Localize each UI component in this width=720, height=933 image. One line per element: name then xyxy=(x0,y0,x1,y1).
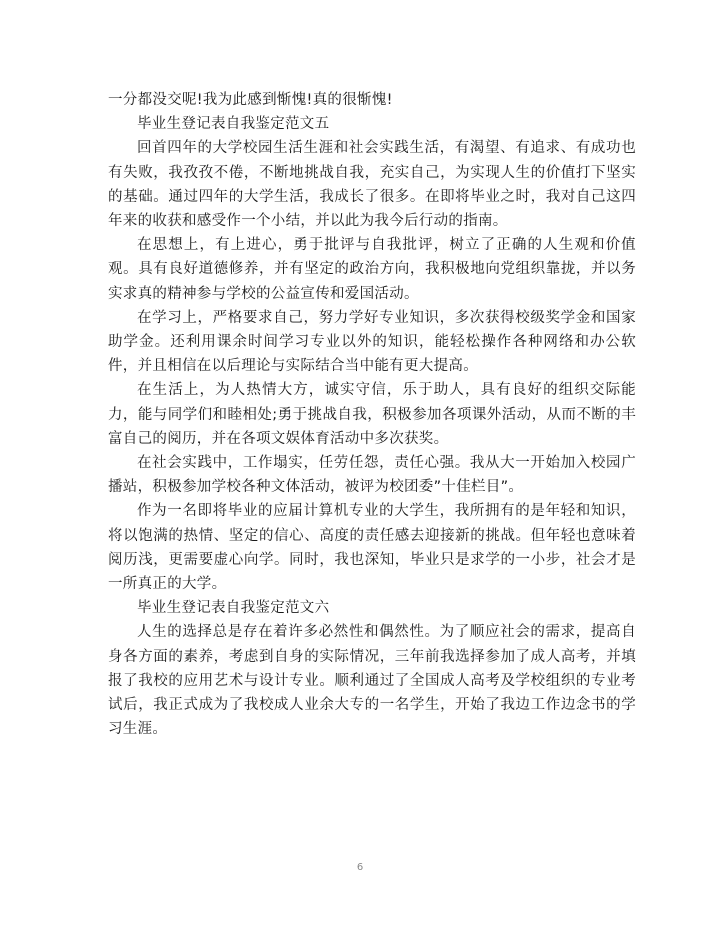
document-body xyxy=(108,88,636,741)
paragraph-thought: 在思想上，有上进心，勇于批评与自我批评，树立了正确的人生观和价值观。具有良好道德修养，并有坚定的政治方向，我积极地向党组织靠拢，并以务实求真的精神参与学校的公益宣传和爱国活动。 xyxy=(108,237,636,302)
paragraph-study: 在学习上，严格要求自己，努力学好专业知识，多次获得校级奖学金和国家助学金。还利用课余时间学习专业以外的知识，能轻松操作各种网络和办公软件，并且相信在以后理论与实际结合当中能有更大提高。 xyxy=(108,309,636,375)
page-number: 6 xyxy=(356,862,364,873)
paragraph-review: 回首四年的大学校园生活生涯和社会实践生活，有渴望、有追求、有成功也有失败，我孜孜不倦，不断地挑战自我，充实自己，为实现人生的价值打下坚实的基础。通过四年的大学生活，我成长了很多。在即将毕业之时，我对自己这四年来的收获和感受作一个小结，并以此为我今后行动的指南。 xyxy=(108,140,636,230)
paragraph-life: 在生活上，为人热情大方，诚实守信，乐于助人，具有良好的组织交际能力，能与同学们和睦相处;勇于挑战自我，积极参加各项课外活动，从而不断的丰富自己的阅历，并在各项文娱体育活动中多次获奖。 xyxy=(108,382,636,447)
paragraph-graduate: 作为一名即将毕业的应届计算机专业的大学生，我所拥有的是年轻和知识，将以饱满的热情、坚定的信心、高度的责任感去迎接新的挑战。但年轻也意味着阅历浅，更需要虚心向学。同时，我也深知，毕业只是求学的一小步，社会才是一所真正的大学。 xyxy=(108,503,636,593)
paragraph-intro-fragment: 一分都没交呢!我为此感到惭愧!真的很惭愧! xyxy=(108,92,393,108)
paragraph-practice: 在社会实践中，工作塌实，任劳任怨，责任心强。我从大一开始加入校园广播站，积极参加学校各种文体活动，被评为校团委”十佳栏目”。 xyxy=(108,455,636,496)
section-heading-sample-five: 毕业生登记表自我鉴定范文五 xyxy=(137,116,330,133)
section-heading-sample-six: 毕业生登记表自我鉴定范文六 xyxy=(137,600,330,617)
paragraph-choice: 人生的选择总是存在着许多必然性和偶然性。为了顺应社会的需求，提高自身各方面的素养，考虑到自身的实际情况，三年前我选择参加了成人高考，并填报了我校的应用艺术与设计专业。顺利通过了全国成人高考及学校组织的专业考试后，我正式成为了我校成人业余大专的一名学生，开始了我边工作边念书的学习生涯。 xyxy=(108,624,636,738)
